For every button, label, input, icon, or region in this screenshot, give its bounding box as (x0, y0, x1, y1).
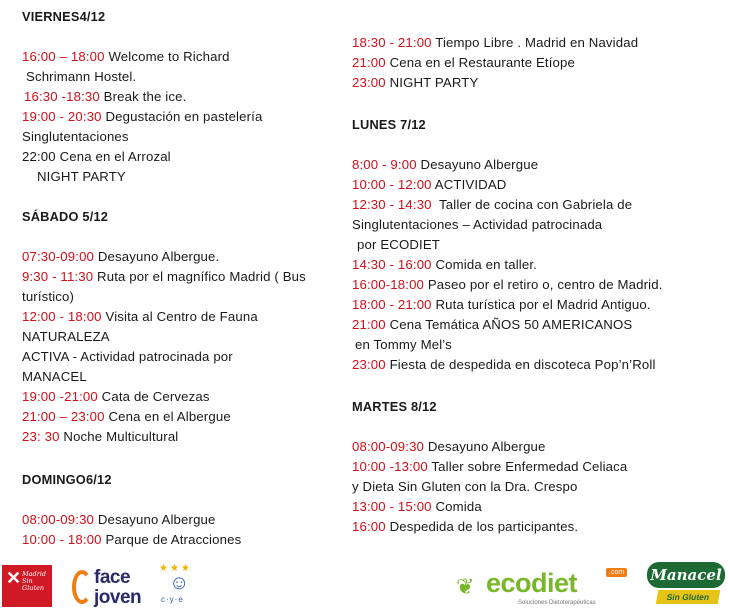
activity-text: Cena en el Albergue (104, 409, 231, 424)
schedule-line (22, 367, 87, 387)
time-range: 16:00 (352, 519, 386, 534)
time-range: 21:00 – 23:00 (22, 409, 105, 424)
activity-text: ACTIVIDAD (431, 177, 507, 192)
time-range: 12:00 - 18:00 (22, 309, 102, 324)
facejoven-logo (72, 567, 152, 609)
day-header-sabado: SÁBADO 5/12 (22, 209, 109, 224)
stars-people-icon: ★★★ (159, 563, 192, 574)
time-range: 10:00 - 18:00 (22, 532, 102, 547)
schedule-line (22, 530, 241, 550)
cye-logo (155, 563, 205, 609)
time-range: 08:00-09:30 (22, 512, 95, 527)
activity-text: Paseo por el retiro o, centro de Madrid. (424, 277, 663, 292)
schedule-line (352, 335, 452, 355)
activity-text: NATURALEZA (22, 329, 110, 344)
person-figure-icon: ☺ (169, 572, 190, 594)
activity-text: Cena en el Restaurante Etíope (385, 55, 576, 70)
day-header-martes: MARTES 8/12 (352, 399, 437, 414)
schedule-line (22, 87, 186, 107)
time-range: 16:00-18:00 (352, 277, 425, 292)
activity-text: Break the ice. (99, 89, 187, 104)
schedule-line (22, 147, 171, 167)
schedule-line (22, 167, 126, 187)
time-range: 10:00 -13:00 (352, 459, 428, 474)
activity-text: Ruta por el magnífico Madrid ( Bus (93, 269, 306, 284)
schedule-line (352, 497, 482, 517)
activity-text: en Tommy Mel’s (355, 337, 452, 352)
activity-text: NIGHT PARTY (385, 75, 479, 90)
activity-text: Taller sobre Enfermedad Celiaca (427, 459, 628, 474)
ecodiet-badge: .com (606, 568, 627, 577)
time-range: 21:00 (352, 55, 386, 70)
activity-text: Parque de Atracciones (101, 532, 242, 547)
activity-text: Singlutentaciones – Actividad patrocinada (352, 217, 603, 232)
schedule-line (352, 477, 577, 497)
time-range: 23: 30 (22, 429, 60, 444)
time-range: 19:00 -21:00 (22, 389, 98, 404)
ecodiet-logo (456, 568, 636, 610)
time-range: 14:30 - 16:00 (352, 257, 432, 272)
schedule-line (22, 107, 262, 127)
schedule-line (352, 457, 627, 477)
activity-text: ACTIVA - Actividad patrocinada por (22, 349, 233, 364)
activity-text: NIGHT PARTY (37, 169, 126, 184)
time-range: 21:00 (352, 317, 386, 332)
activity-text: Fiesta de despedida en discoteca Pop’n’Roll (385, 357, 656, 372)
activity-text: Comida en taller. (431, 257, 537, 272)
ecodiet-wordmark: ecodiet (486, 568, 578, 598)
madrid-logo-text: Madrid Sin Gluten (22, 570, 47, 592)
activity-text: Ruta turística por el Madrid Antiguo. (431, 297, 651, 312)
activity-text: Schrimann Hostel. (26, 69, 137, 84)
schedule-line (22, 47, 230, 67)
time-range: 19:00 - 20:30 (22, 109, 102, 124)
time-range: 18:00 - 21:00 (352, 297, 432, 312)
schedule-line (22, 247, 219, 267)
activity-text: y Dieta Sin Gluten con la Dra. Crespo (352, 479, 578, 494)
cye-logo-text: c·y·e (161, 595, 184, 604)
day-header-domingo: DOMINGO6/12 (22, 472, 112, 487)
sponsor-logos (0, 560, 730, 611)
day-header-viernes: VIERNES4/12 (22, 9, 106, 24)
schedule-line (352, 155, 538, 175)
time-range: 07:30-09:00 (22, 249, 95, 264)
manacel-wordmark: Manacel (647, 562, 725, 588)
activity-text: Visita al Centro de Fauna (101, 309, 258, 324)
schedule-line (352, 355, 656, 375)
madrid-sin-gluten-logo (2, 565, 52, 607)
activity-text: Cata de Cervezas (97, 389, 210, 404)
schedule-line (352, 195, 632, 215)
leaf-icon: ❦ (456, 574, 475, 599)
time-range: 10:00 - 12:00 (352, 177, 432, 192)
schedule-line (22, 510, 216, 530)
activity-text: Despedida de los participantes. (385, 519, 579, 534)
activity-text: Desayuno Albergue (424, 439, 546, 454)
schedule-line (352, 215, 602, 235)
time-range: 23:00 (352, 75, 386, 90)
schedule-line (352, 235, 440, 255)
schedule-line (352, 437, 546, 457)
facejoven-word-1: face (94, 567, 131, 588)
time-range: 16:00 – 18:00 (22, 49, 105, 64)
activity-text: MANACEL (22, 369, 87, 384)
time-range: 18:30 - 21:00 (352, 35, 432, 50)
activity-text: turístico) (22, 289, 75, 304)
activity-text: Singlutentaciones (22, 129, 129, 144)
schedule-line (22, 307, 258, 327)
activity-text: Desayuno Albergue (416, 157, 539, 172)
schedule-line (352, 275, 663, 295)
schedule-line (22, 387, 210, 407)
schedule-line (352, 295, 651, 315)
schedule-line (352, 175, 506, 195)
facejoven-circle-icon (72, 570, 92, 604)
activity-text: Noche Multicultural (59, 429, 179, 444)
schedule-line (352, 255, 537, 275)
activity-text: Desayuno Albergue. (94, 249, 220, 264)
ecodiet-tagline: Soluciones Dietoterapéuticas (518, 600, 596, 606)
activity-text: Cena Temática AÑOS 50 AMERICANOS (385, 317, 633, 332)
activity-text: 22:00 Cena en el Arrozal (22, 149, 171, 164)
activity-text: Welcome to Richard (104, 49, 230, 64)
time-range: 16:30 -18:30 (24, 89, 100, 104)
day-header-lunes: LUNES 7/12 (352, 117, 426, 132)
time-range: 13:00 - 15:00 (352, 499, 432, 514)
schedule-line (352, 517, 578, 537)
schedule-line (22, 407, 231, 427)
schedule-line (352, 315, 632, 335)
schedule-line (22, 267, 306, 287)
schedule-line (22, 287, 74, 307)
schedule-line (352, 73, 478, 93)
time-range: 08:00-09:30 (352, 439, 425, 454)
time-range: 23:00 (352, 357, 386, 372)
facejoven-word-2: joven (94, 587, 142, 608)
activity-text: Tiempo Libre . Madrid en Navidad (431, 35, 639, 50)
schedule-line (22, 127, 129, 147)
activity-text: Comida (431, 499, 482, 514)
time-range: 8:00 - 9:00 (352, 157, 417, 172)
time-range: 9:30 - 11:30 (22, 269, 94, 284)
activity-text: Taller de cocina con Gabriela de (431, 197, 633, 212)
schedule-line (22, 347, 233, 367)
schedule-line (22, 67, 136, 87)
schedule-line (352, 53, 575, 73)
schedule-line (22, 427, 178, 447)
madrid-cross-icon: ✕ (6, 568, 22, 589)
time-range: 12:30 - 14:30 (352, 197, 432, 212)
schedule-line (22, 327, 110, 347)
manacel-logo (645, 560, 729, 610)
activity-text: Degustación en pastelería (101, 109, 263, 124)
activity-text: Desayuno Albergue (94, 512, 216, 527)
schedule-line (352, 33, 638, 53)
manacel-band: Sin Gluten (656, 590, 720, 604)
activity-text: por ECODIET (357, 237, 440, 252)
